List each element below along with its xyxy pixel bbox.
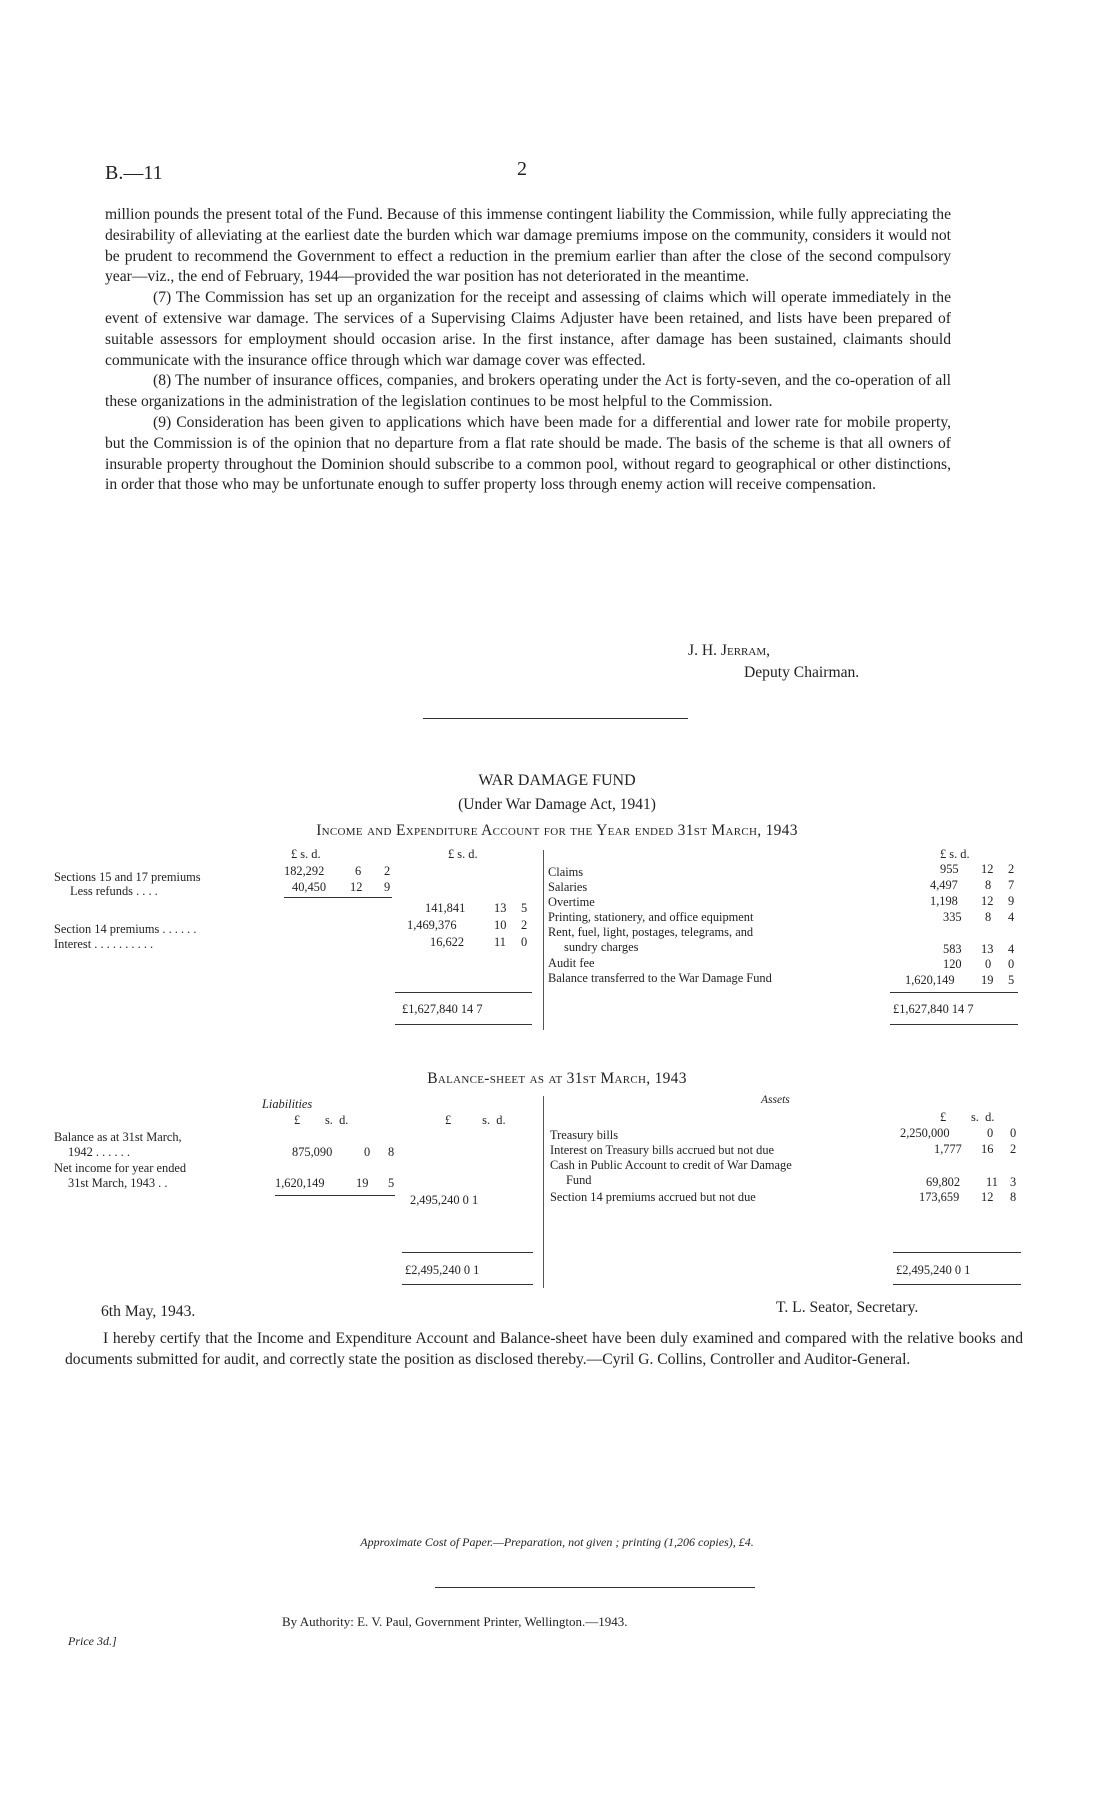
assets-heading: Assets bbox=[761, 1094, 790, 1106]
assets-shillings: 12 bbox=[981, 1190, 994, 1204]
assets-total-rule bbox=[893, 1252, 1021, 1253]
printer-authority: By Authority: E. V. Paul, Government Printer, Wellington.—1943. bbox=[282, 1614, 628, 1629]
liabilities-label-continued: 1942 . . . . . . bbox=[68, 1145, 130, 1159]
income-left-col-header-2: £ s. d. bbox=[448, 847, 478, 861]
assets-col-header: £ s. d. bbox=[940, 1110, 995, 1124]
income-left-label: Section 14 premiums . . . . . . bbox=[54, 922, 197, 936]
assets-pence: 0 bbox=[1010, 1126, 1017, 1140]
income-right-pence: 5 bbox=[1008, 973, 1015, 987]
income-right-pence: 2 bbox=[1008, 862, 1015, 876]
income-left-pence: 2 bbox=[521, 918, 528, 932]
fund-subtitle: (Under War Damage Act, 1941) bbox=[458, 796, 656, 813]
income-right-pounds: 120 bbox=[943, 957, 962, 971]
income-right-pence: 9 bbox=[1008, 894, 1015, 908]
assets-shillings: 11 bbox=[986, 1175, 998, 1189]
liabilities-total: 2,495,240 0 1 bbox=[410, 1193, 479, 1207]
liabilities-total-rule bbox=[402, 1252, 533, 1253]
income-table-divider bbox=[543, 850, 544, 1030]
income-left-label: Sections 15 and 17 premiums bbox=[54, 870, 201, 884]
liabilities-pounds: 1,620,149 bbox=[275, 1176, 325, 1190]
income-left-pounds: 141,841 bbox=[425, 901, 466, 915]
paragraph-7: (7) The Commission has set up an organization for the receipt and assessing of claims which will operate immediately in the event of extensive war damage. The services of a Supervising Claims Adjuster have been retained, and lists have been prepared of suitable assessors for employment should occasion arise. In the first instance, after damage has been sustained, claimants should communicate with the insurance office through which war damage cover was effected. bbox=[105, 289, 951, 369]
fund-title: WAR DAMAGE FUND bbox=[478, 772, 636, 789]
income-right-shillings: 8 bbox=[985, 910, 992, 924]
income-right-pounds: 1,198 bbox=[930, 894, 958, 908]
income-left-pence: 0 bbox=[521, 935, 528, 949]
income-left-label: Less refunds . . . . bbox=[70, 884, 158, 898]
assets-shillings: 16 bbox=[981, 1142, 994, 1156]
income-left-shillings: 13 bbox=[494, 901, 507, 915]
income-right-label: Printing, stationery, and office equipment bbox=[548, 910, 754, 924]
income-left-shillings: 11 bbox=[494, 935, 506, 949]
assets-pence: 3 bbox=[1010, 1175, 1017, 1189]
income-right-pounds: 335 bbox=[943, 910, 962, 924]
assets-pounds: 2,250,000 bbox=[900, 1126, 950, 1140]
income-left-shillings: 10 bbox=[494, 918, 507, 932]
signatory-name: J. H. Jerram, bbox=[688, 642, 771, 659]
liabilities-label: Balance as at 31st March, bbox=[54, 1130, 182, 1144]
liabilities-double-rule bbox=[402, 1284, 533, 1285]
price-note: Price 3d.] bbox=[68, 1634, 117, 1648]
secretary-signature: T. L. Seator, Secretary. bbox=[776, 1299, 919, 1316]
assets-shillings: 0 bbox=[987, 1126, 994, 1140]
income-subtotal-rule bbox=[284, 897, 392, 898]
income-left-pounds: 182,292 bbox=[284, 864, 325, 878]
assets-pounds: 1,777 bbox=[934, 1142, 962, 1156]
income-left-shillings: 12 bbox=[350, 880, 363, 894]
paragraph-continued: million pounds the present total of the Fund. Because of this immense contingent liability the Commission, while fully appreciating the desirability of alleviating at the earliest date the burden which war damage premiums impose on the community, considers it would not be prudent to recommend the Government to effect a reduction in the premium earlier than after the close of the second compulsory year—viz., the end of February, 1944—provided the war position has not deteriorated in the meantime. bbox=[105, 206, 951, 286]
income-left-col-header-1: £ s. d. bbox=[291, 847, 321, 861]
income-right-label: Balance transferred to the War Damage Fund bbox=[548, 971, 772, 985]
income-left-pence: 9 bbox=[384, 880, 391, 894]
income-right-shillings: 8 bbox=[985, 878, 992, 892]
assets-label: Treasury bills bbox=[550, 1128, 619, 1142]
assets-pounds: 69,802 bbox=[926, 1175, 961, 1189]
balance-table-divider bbox=[543, 1096, 544, 1288]
income-right-pounds: 1,620,149 bbox=[905, 973, 955, 987]
income-right-label: sundry charges bbox=[564, 940, 639, 954]
assets-label: Interest on Treasury bills accrued but not due bbox=[550, 1143, 775, 1157]
assets-pence: 8 bbox=[1010, 1190, 1017, 1204]
income-left-label: Interest . . . . . . . . . . bbox=[54, 937, 154, 951]
assets-pounds: 173,659 bbox=[919, 1190, 960, 1204]
assets-label: Cash in Public Account to credit of War Damage bbox=[550, 1158, 792, 1172]
income-right-pence: 4 bbox=[1008, 942, 1015, 956]
report-reference: B.—11 bbox=[105, 162, 163, 184]
liabilities-grand-total: £2,495,240 0 1 bbox=[405, 1263, 480, 1277]
income-right-label: Overtime bbox=[548, 895, 595, 909]
report-body bbox=[105, 205, 951, 496]
income-left-pounds: 16,622 bbox=[430, 935, 465, 949]
liabilities-pence: 5 bbox=[388, 1176, 395, 1190]
income-right-label: Rent, fuel, light, postages, telegrams, and bbox=[548, 925, 754, 939]
income-right-shillings: 12 bbox=[981, 894, 994, 908]
assets-double-rule bbox=[893, 1284, 1021, 1285]
assets-grand-total: £2,495,240 0 1 bbox=[896, 1263, 971, 1277]
income-right-pounds: 583 bbox=[943, 942, 962, 956]
balance-sheet-title: Balance-sheet as at 31st March, 1943 bbox=[427, 1070, 687, 1087]
income-left-total-rule bbox=[395, 992, 532, 993]
liabilities-shillings: 0 bbox=[364, 1145, 371, 1159]
income-right-shillings: 19 bbox=[981, 973, 994, 987]
income-left-pence: 2 bbox=[384, 864, 391, 878]
liabilities-heading: Liabilities bbox=[262, 1097, 313, 1111]
income-left-pounds: 40,450 bbox=[292, 880, 327, 894]
income-account-title: Income and Expenditure Account for the Year ended 31st March, 1943 bbox=[316, 822, 798, 839]
page-number: 2 bbox=[517, 158, 527, 180]
income-right-col-header: £ s. d. bbox=[940, 847, 970, 861]
income-right-pence: 7 bbox=[1008, 878, 1015, 892]
income-right-label: Claims bbox=[548, 865, 584, 879]
income-right-shillings: 12 bbox=[981, 862, 994, 876]
income-right-pounds: 955 bbox=[940, 862, 959, 876]
income-right-double-rule bbox=[890, 1024, 1018, 1025]
cost-note: Approximate Cost of Paper.—Preparation, not given ; printing (1,206 copies), £4. bbox=[360, 1535, 754, 1549]
income-left-shillings: 6 bbox=[355, 864, 362, 878]
report-date: 6th May, 1943. bbox=[101, 1303, 196, 1320]
liabilities-label: Net income for year ended bbox=[54, 1161, 187, 1175]
section-divider bbox=[423, 718, 688, 719]
assets-pence: 2 bbox=[1010, 1142, 1017, 1156]
liabilities-pence: 8 bbox=[388, 1145, 395, 1159]
paragraph-9: (9) Consideration has been given to applications which have been made for a differential and lower rate for mobile property, but the Commission is of the opinion that no departure from a flat rate should be made. The basis of the scheme is that all owners of insurable property throughout the Dominion should subscribe to a common pool, without regard to geographical or other distinctions, in order that those who may be unfortunate enough to suffer property loss through enemy action will receive compensation. bbox=[105, 413, 951, 494]
income-right-shillings: 0 bbox=[985, 957, 992, 971]
income-right-total-rule bbox=[890, 992, 1018, 993]
income-left-pence: 5 bbox=[521, 901, 528, 915]
income-right-pence: 0 bbox=[1008, 957, 1015, 971]
liabilities-shillings: 19 bbox=[356, 1176, 369, 1190]
income-right-grand-total: £1,627,840 14 7 bbox=[893, 1002, 974, 1016]
income-right-label: Salaries bbox=[548, 880, 588, 894]
signatory-title: Deputy Chairman. bbox=[744, 664, 860, 681]
liabilities-subtotal-rule bbox=[275, 1195, 395, 1196]
income-left-double-rule bbox=[395, 1024, 532, 1025]
liabilities-pounds: 875,090 bbox=[292, 1145, 333, 1159]
income-right-shillings: 13 bbox=[981, 942, 994, 956]
audit-certificate: I hereby certify that the Income and Expenditure Account and Balance-sheet have been duly examined and compared with the relative books and documents submitted for audit, and correctly state the position as disclosed thereby.—Cyril G. Collins, Controller and Auditor-General. bbox=[65, 1330, 1023, 1368]
income-left-grand-total: £1,627,840 14 7 bbox=[402, 1002, 483, 1016]
paragraph-8: (8) The number of insurance offices, companies, and brokers operating under the Act is forty-seven, and the co-operation of all these organizations in the administration of the legislation continues to be most helpful to the Commission. bbox=[105, 372, 951, 411]
liabilities-label-continued: 31st March, 1943 . . bbox=[68, 1176, 168, 1190]
assets-label: Fund bbox=[566, 1173, 592, 1187]
liabilities-col-header: £ s. d. bbox=[294, 1113, 349, 1127]
footer-rule bbox=[435, 1587, 755, 1588]
assets-label: Section 14 premiums accrued but not due bbox=[550, 1190, 756, 1204]
liabilities-total-col-header: £ s. d. bbox=[445, 1113, 506, 1127]
income-right-pounds: 4,497 bbox=[930, 878, 958, 892]
income-right-label: Audit fee bbox=[548, 956, 595, 970]
income-left-pounds: 1,469,376 bbox=[407, 918, 457, 932]
income-right-pence: 4 bbox=[1008, 910, 1015, 924]
